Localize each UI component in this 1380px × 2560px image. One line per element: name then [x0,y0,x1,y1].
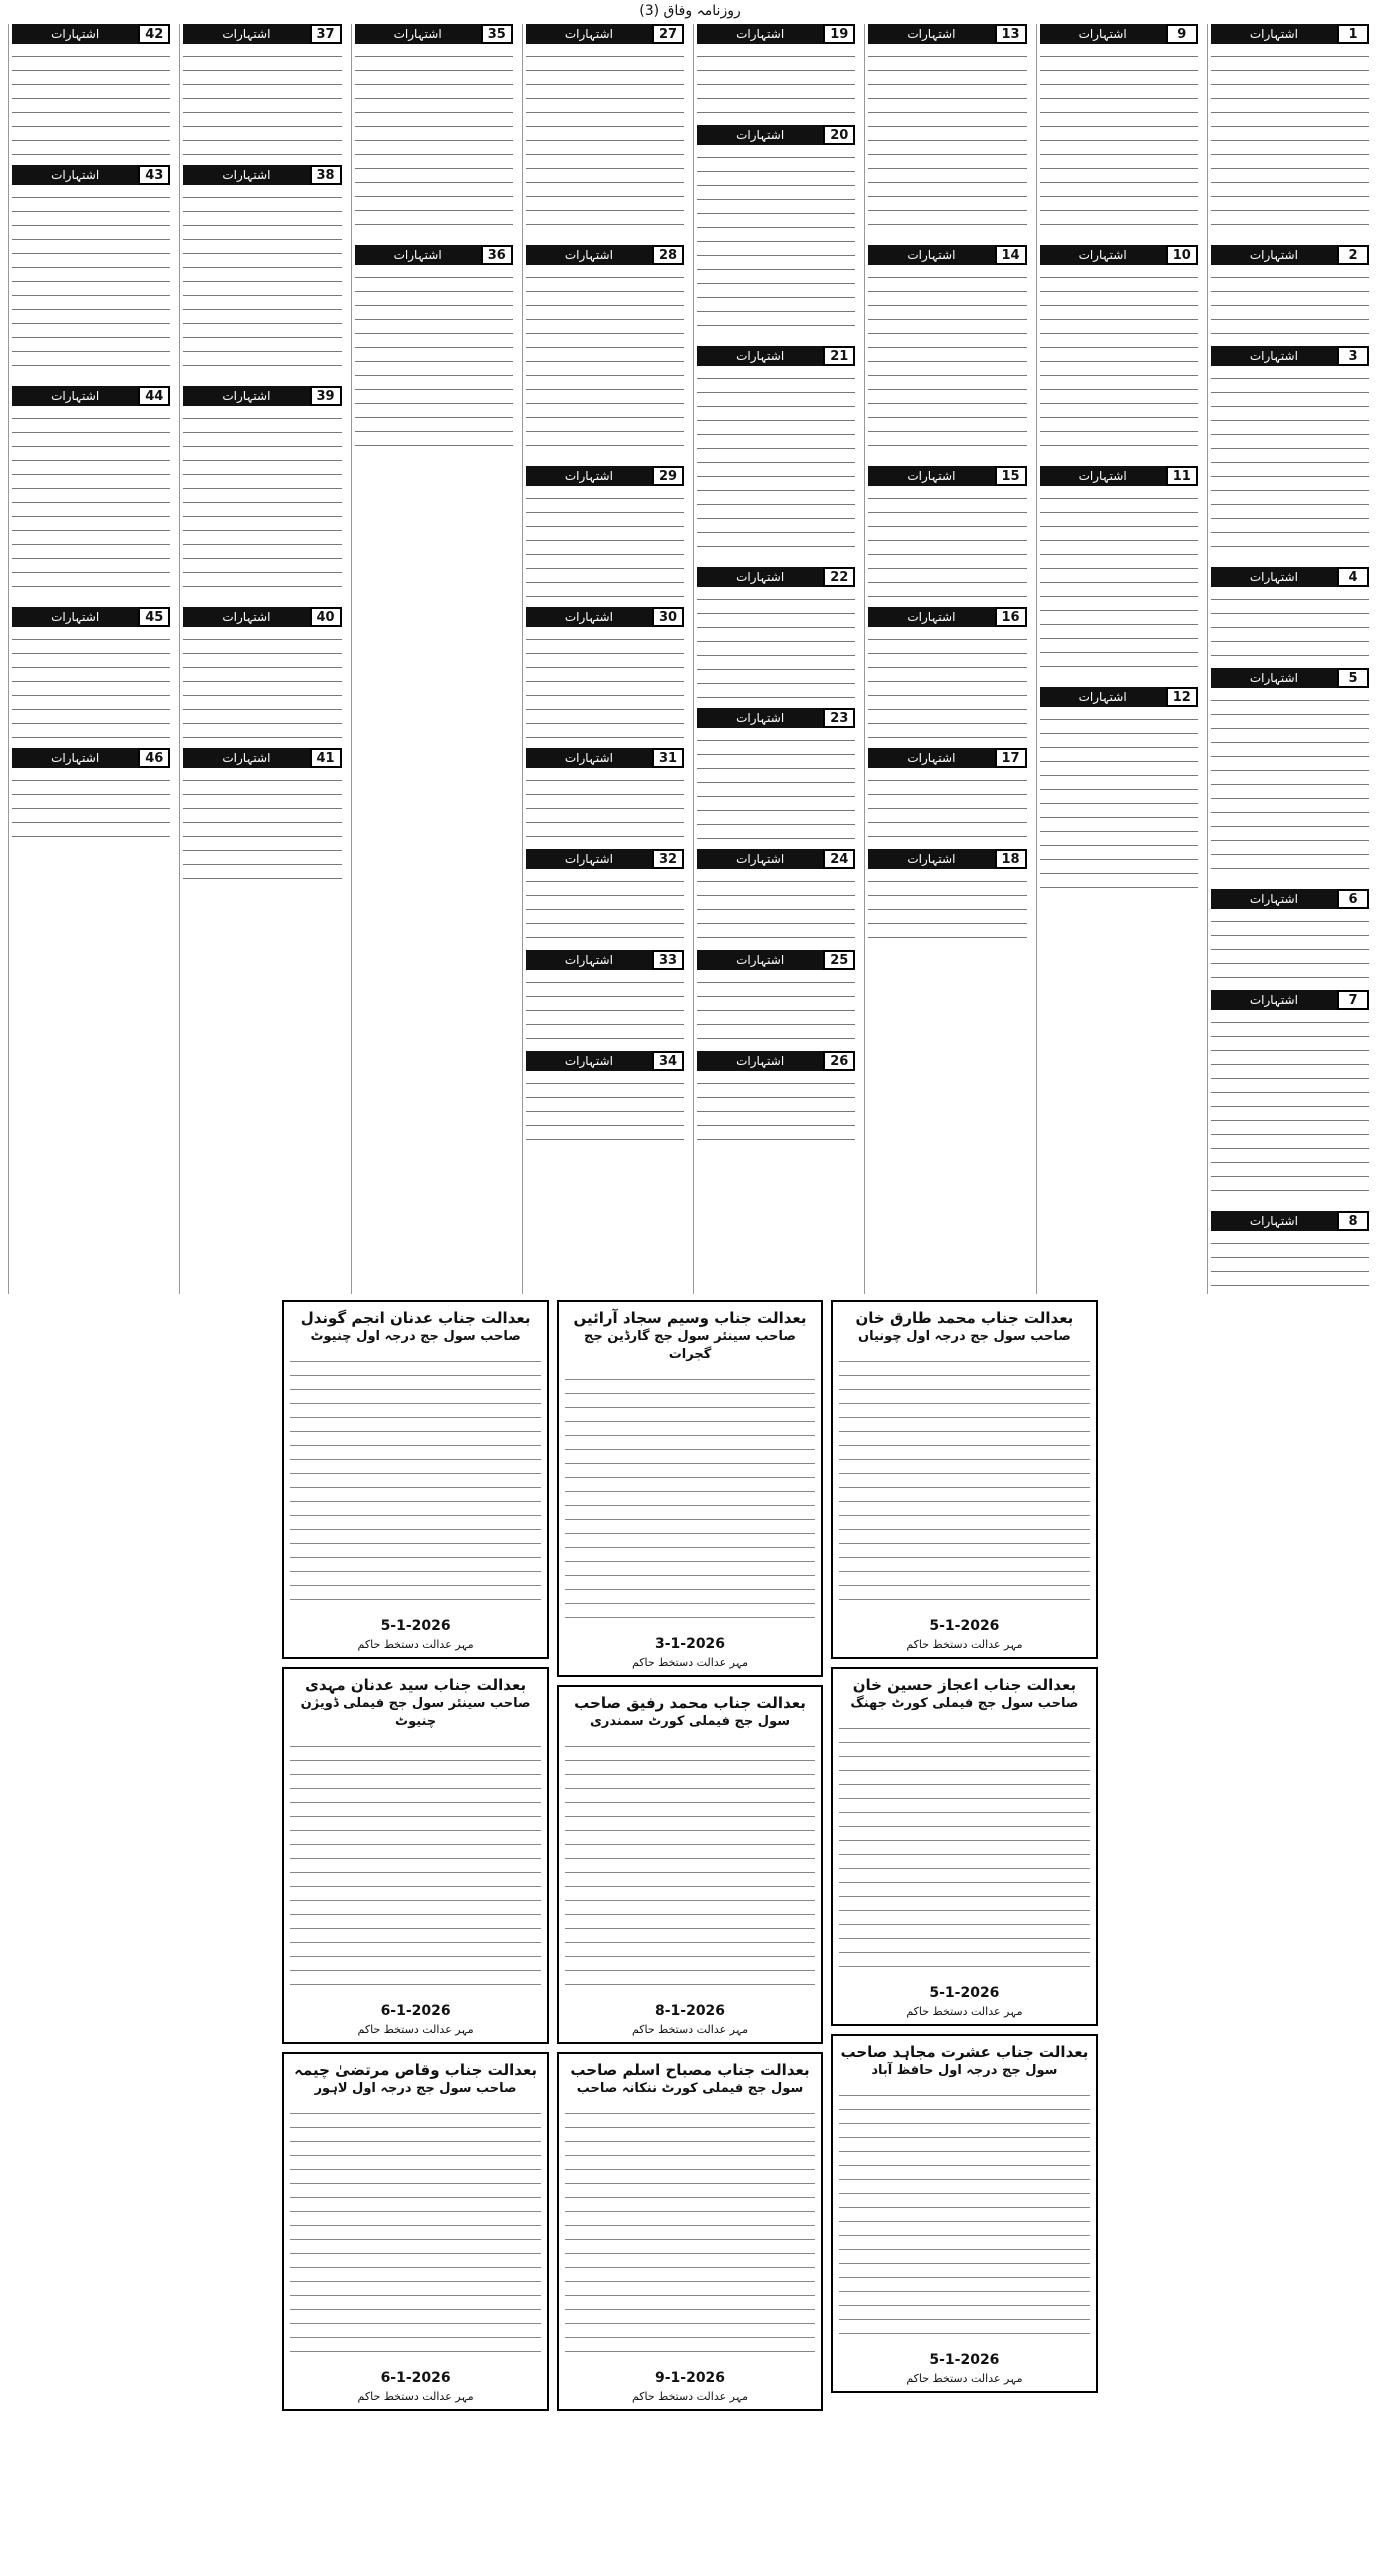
item-label: اشتہارات [183,607,309,627]
item-number: 26 [823,1051,855,1071]
item-label: اشتہارات [697,1051,823,1071]
item-number: 16 [995,607,1027,627]
item-text [526,489,684,599]
item-label: اشتہارات [1211,889,1337,909]
item-label: اشتہارات [1211,1211,1337,1231]
notice-title: بعدالت جناب محمد رفیق صاحب [574,1694,806,1712]
notice-body [839,2086,1089,2346]
item-text [868,47,1026,237]
notice-body [290,1737,540,1997]
item-text [183,771,341,881]
item-number: 10 [1166,245,1198,265]
notice-title: بعدالت جناب سید عدنان مہدی [305,1676,527,1694]
item-label: اشتہارات [868,748,994,768]
item-number: 32 [652,849,684,869]
item-number: 30 [652,607,684,627]
notice-date: 8-1-2026 [654,2003,726,2019]
court-notice [282,1667,548,2044]
item-number: 23 [823,708,855,728]
item-number: 36 [481,245,513,265]
list-item [12,607,170,740]
item-label: اشتہارات [1040,245,1166,265]
item-label: اشتہارات [12,165,138,185]
item-number: 1 [1337,24,1369,44]
notice-court: صاحب سینئر سول جج فیملی ڈویژن چنیوٹ [300,1696,531,1729]
item-label: اشتہارات [526,849,652,869]
notice-body [565,1370,815,1630]
notice-date: 6-1-2026 [380,2003,451,2019]
item-label: اشتہارات [697,849,823,869]
notice-title: بعدالت جناب مصباح اسلم صاحب [570,2061,810,2079]
item-text [12,630,170,740]
notice-sign: مہر عدالت دستخط حاکم [631,2390,749,2403]
item-text [183,409,341,599]
item-number: 35 [481,24,513,44]
notice-body [290,1352,540,1612]
notice-column [1106,1300,1372,2550]
item-text [1211,369,1369,559]
item-label: اشتہارات [1211,346,1337,366]
item-number: 34 [652,1051,684,1071]
notice-column [282,1300,548,2550]
item-text [697,369,855,559]
item-label: اشتہارات [355,24,481,44]
item-label: اشتہارات [526,950,652,970]
item-number: 31 [652,748,684,768]
list-item [1211,889,1369,982]
notice-body [839,1719,1089,1979]
notice-date: 6-1-2026 [380,2370,451,2386]
court-notice [282,2052,548,2411]
list-item [12,386,170,599]
notice-body [565,1737,815,1997]
court-notice [557,2052,823,2411]
item-text [697,973,855,1043]
notice-title: بعدالت جناب وقاص مرتضیٰ چیمہ [294,2061,538,2079]
notice-column [557,1300,823,2550]
item-label: اشتہارات [12,607,138,627]
item-text [526,872,684,942]
list-item [868,245,1026,458]
item-text [12,409,170,599]
item-number: 7 [1337,990,1369,1010]
item-label: اشتہارات [526,1051,652,1071]
item-label: اشتہارات [1040,466,1166,486]
list-item [697,849,855,942]
item-text [697,872,855,942]
court-notice [831,1667,1097,2026]
notice-court: صاحب سول جج فیملی کورٹ جھنگ [850,1696,1079,1711]
item-number: 19 [823,24,855,44]
item-text [526,630,684,740]
notice-sign: مہر عدالت دستخط حاکم [906,2005,1023,2018]
list-item [697,346,855,559]
item-label: اشتہارات [183,165,309,185]
list-item [868,849,1026,942]
item-number: 40 [310,607,342,627]
item-text [868,872,1026,942]
item-number: 5 [1337,668,1369,688]
item-text [697,731,855,841]
column [8,24,173,1294]
item-label: اشتہارات [697,708,823,728]
item-text [1211,691,1369,881]
list-item [183,165,341,378]
item-label: اشتہارات [697,125,823,145]
notice-date: 5-1-2026 [380,1618,451,1634]
notice-column [8,1300,274,2550]
item-label: اشتہارات [697,950,823,970]
notice-sign: مہر عدالت دستخط حاکم [631,2023,749,2036]
item-number: 8 [1337,1211,1369,1231]
item-label: اشتہارات [1211,24,1337,44]
court-notice [557,1685,823,2044]
item-number: 21 [823,346,855,366]
item-number: 41 [310,748,342,768]
item-text [526,1074,684,1144]
item-label: اشتہارات [183,386,309,406]
item-number: 9 [1166,24,1198,44]
item-label: اشتہارات [526,607,652,627]
column [1036,24,1201,1294]
item-number: 6 [1337,889,1369,909]
list-item [1040,687,1198,900]
item-number: 14 [995,245,1027,265]
classified-grid [8,24,1372,1294]
item-text [1040,710,1198,900]
item-text [868,630,1026,740]
item-number: 37 [310,24,342,44]
notice-title: بعدالت جناب محمد طارق خان [855,1309,1074,1327]
item-text [1211,268,1369,338]
list-item [12,165,170,378]
item-text [697,1074,855,1144]
item-label: اشتہارات [697,567,823,587]
list-item [1211,245,1369,338]
item-number: 42 [138,24,170,44]
item-text [183,188,341,378]
notice-column [831,1300,1097,2550]
item-number: 15 [995,466,1027,486]
item-text [355,47,513,237]
list-item [1040,245,1198,458]
list-item [526,607,684,740]
item-text [868,771,1026,841]
item-number: 33 [652,950,684,970]
court-notice [831,1300,1097,1659]
item-number: 3 [1337,346,1369,366]
list-item [183,386,341,599]
list-item [697,708,855,841]
court-notice [557,1300,823,1677]
item-text [697,47,855,117]
column [693,24,858,1294]
list-item [183,24,341,157]
item-number: 24 [823,849,855,869]
item-number: 4 [1337,567,1369,587]
item-label: اشتہارات [526,748,652,768]
item-label: اشتہارات [1211,668,1337,688]
item-text [1211,1234,1369,1294]
list-item [355,245,513,458]
item-number: 38 [310,165,342,185]
list-item [526,1051,684,1144]
item-number: 25 [823,950,855,970]
item-text [183,630,341,740]
item-text [697,148,855,338]
item-label: اشتہارات [868,607,994,627]
item-label: اشتہارات [526,24,652,44]
item-text [12,188,170,378]
notice-sign: مہر عدالت دستخط حاکم [631,1656,749,1669]
list-item [697,567,855,700]
notice-sign: مہر عدالت دستخط حاکم [906,2372,1023,2385]
item-number: 11 [1166,466,1198,486]
item-label: اشتہارات [183,748,309,768]
item-text [1211,47,1369,237]
item-number: 22 [823,567,855,587]
list-item [12,748,170,841]
item-number: 46 [138,748,170,768]
notice-body [290,2104,540,2364]
notice-court: صاحب سینئر سول جج گارڈین جج گجرات [584,1329,796,1362]
column [179,24,344,1294]
item-label: اشتہارات [1040,687,1166,707]
column [864,24,1029,1294]
court-notices [8,1300,1372,2550]
item-text [526,973,684,1043]
item-label: اشتہارات [183,24,309,44]
column [351,24,516,1294]
item-label: اشتہارات [868,24,994,44]
list-item [183,748,341,881]
notice-date: 9-1-2026 [654,2370,726,2386]
notice-date: 5-1-2026 [929,1985,1000,2001]
list-item [1211,668,1369,881]
item-text [526,771,684,841]
list-item [526,950,684,1043]
list-item [183,607,341,740]
item-number: 12 [1166,687,1198,707]
court-notice [282,1300,548,1659]
notice-title: بعدالت جناب عشرت مجاہد صاحب [840,2043,1089,2061]
item-label: اشتہارات [868,245,994,265]
item-label: اشتہارات [1211,567,1337,587]
item-label: اشتہارات [868,466,994,486]
item-text [868,268,1026,458]
list-item [1040,466,1198,679]
notice-body [839,1352,1089,1612]
item-number: 45 [138,607,170,627]
list-item [526,24,684,237]
list-item [526,466,684,599]
notice-body [565,2104,815,2364]
list-item [1211,346,1369,559]
notice-sign: مہر عدالت دستخط حاکم [357,1638,474,1651]
item-text [1040,47,1198,237]
item-text [355,268,513,458]
list-item [697,950,855,1043]
item-number: 27 [652,24,684,44]
item-label: اشتہارات [1211,245,1337,265]
list-item [355,24,513,237]
list-item [697,24,855,117]
item-label: اشتہارات [12,748,138,768]
notice-date: 3-1-2026 [654,1636,726,1652]
notice-court: سول جج درجہ اول حافظ آباد [871,2063,1058,2078]
item-label: اشتہارات [12,386,138,406]
item-number: 17 [995,748,1027,768]
notice-title: بعدالت جناب عدنان انجم گوندل [300,1309,531,1327]
notice-sign: مہر عدالت دستخط حاکم [357,2390,474,2403]
list-item [12,24,170,157]
item-text [1211,590,1369,660]
notice-title: بعدالت جناب وسیم سجاد آرائیں [573,1309,807,1327]
notice-title: بعدالت جناب اعجاز حسین خان [852,1676,1077,1694]
masthead: روزنامہ وفاق (3) [639,3,741,19]
notice-date: 5-1-2026 [929,1618,1000,1634]
item-number: 44 [138,386,170,406]
item-text [1211,912,1369,982]
list-item [868,748,1026,841]
list-item [1211,990,1369,1203]
item-text [526,268,684,458]
item-number: 29 [652,466,684,486]
list-item [1040,24,1198,237]
list-item [526,849,684,942]
item-text [12,771,170,841]
item-text [526,47,684,237]
item-number: 28 [652,245,684,265]
item-text [868,489,1026,599]
item-label: اشتہارات [1211,990,1337,1010]
notice-court: سول جج فیملی کورٹ سمندری [589,1714,791,1729]
item-label: اشتہارات [355,245,481,265]
item-number: 20 [823,125,855,145]
list-item [1211,1211,1369,1294]
item-label: اشتہارات [697,346,823,366]
notice-sign: مہر عدالت دستخط حاکم [906,1638,1023,1651]
item-number: 18 [995,849,1027,869]
list-item [868,24,1026,237]
list-item [526,748,684,841]
item-number: 2 [1337,245,1369,265]
notice-court: سول جج فیملی کورٹ ننکانہ صاحب [576,2081,804,2096]
court-notice [831,2034,1097,2393]
list-item [868,607,1026,740]
list-item [868,466,1026,599]
item-text [1211,1013,1369,1203]
item-text [1040,489,1198,679]
list-item [1211,24,1369,237]
list-item [1211,567,1369,660]
list-item [526,245,684,458]
column [1207,24,1372,1294]
item-text [1040,268,1198,458]
item-label: اشتہارات [526,245,652,265]
item-number: 39 [310,386,342,406]
notice-court: صاحب سول جج درجہ اول چونیاں [858,1329,1071,1344]
item-label: اشتہارات [526,466,652,486]
column [522,24,687,1294]
list-item [697,1051,855,1144]
list-item [697,125,855,338]
item-text [12,47,170,157]
item-number: 43 [138,165,170,185]
notice-court: صاحب سول جج درجہ اول چنیوٹ [310,1329,521,1344]
item-label: اشتہارات [1040,24,1166,44]
notice-date: 5-1-2026 [929,2352,1000,2368]
item-label: اشتہارات [697,24,823,44]
notice-sign: مہر عدالت دستخط حاکم [357,2023,474,2036]
item-label: اشتہارات [868,849,994,869]
notice-court: صاحب سول جج درجہ اول لاہور [314,2081,517,2096]
item-label: اشتہارات [12,24,138,44]
item-number: 13 [995,24,1027,44]
item-text [697,590,855,700]
item-text [183,47,341,157]
